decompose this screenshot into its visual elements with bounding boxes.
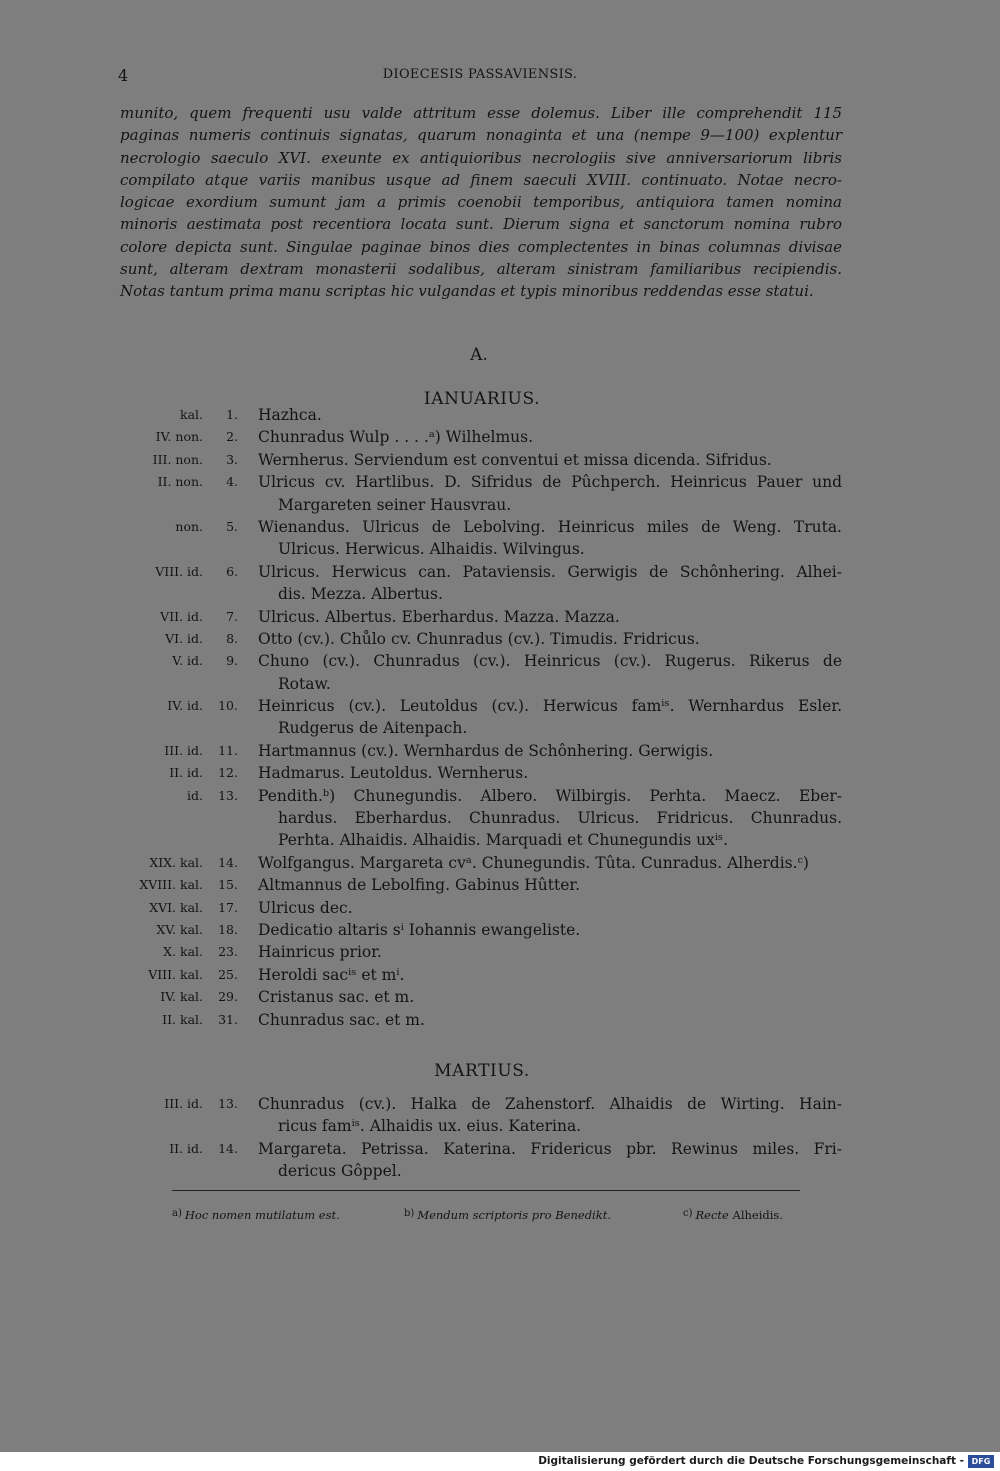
entry-names	[258, 1009, 842, 1031]
entry-names	[258, 762, 842, 784]
necrology-entry	[0, 897, 1000, 919]
dfg-logo: DFG	[968, 1455, 994, 1468]
entry-line: Hadmarus. Leutoldus. Wernherus.	[258, 764, 529, 783]
entry-line: Rudgerus de Aitenpach.	[278, 719, 468, 738]
entry-line: dis. Mezza. Albertus.	[278, 585, 443, 604]
necrology-entry	[0, 471, 1000, 516]
entry-line: Perhta. Alhaidis. Alhaidis. Marquadi et Chunegundis uxⁱˢ.	[278, 831, 729, 850]
necrology-entry	[0, 1009, 1000, 1031]
digitization-credit: Digitalisierung gefördert durch die Deutsche Forschungsgemeinschaft -	[538, 1455, 964, 1467]
roman-date: VIII. id.	[155, 563, 203, 579]
necrology-entry	[0, 628, 1000, 650]
intro-line: colore depicta sunt. Singulae paginae binos dies complectentes in binas columnas divisae	[120, 237, 842, 256]
entry-line: Margareta. Petrissa. Katerina. Fridericus pbr. Rewinus miles. Fri-	[258, 1139, 842, 1158]
entry-names	[258, 516, 842, 561]
roman-date: II. non.	[157, 474, 203, 490]
entry-line: Heroldi sacⁱˢ et mⁱ.	[258, 965, 405, 984]
footnote-c: c) Recte Alheidis.	[683, 1208, 783, 1222]
roman-date: X. kal.	[163, 944, 203, 960]
day-number: 14.	[218, 854, 238, 870]
necrology-entry	[0, 740, 1000, 762]
entry-line: Wernherus. Serviendum est conventui et missa dicenda. Sifridus.	[258, 450, 772, 469]
day-number: 17.	[218, 899, 238, 915]
necrology-entry	[0, 852, 1000, 874]
entry-names	[258, 606, 842, 628]
roman-date: III. non.	[152, 451, 203, 467]
entry-names	[258, 404, 842, 426]
day-number: 5.	[226, 518, 238, 534]
entry-line: Chuno (cv.). Chunradus (cv.). Heinricus (cv.). Rugerus. Rikerus de	[258, 652, 842, 671]
month-heading-martius: MARTIUS.	[434, 1061, 530, 1081]
entry-names	[258, 426, 842, 448]
necrology-entry	[0, 449, 1000, 471]
entry-names	[258, 919, 842, 941]
entry-names	[258, 695, 842, 740]
entry-line: Hazhca.	[258, 406, 322, 424]
day-number: 13.	[218, 1096, 238, 1111]
day-number: 13.	[218, 787, 238, 803]
digitization-credit-bar	[0, 1452, 1000, 1471]
entry-line: Altmannus de Lebolfing. Gabinus Hûtter.	[258, 876, 581, 895]
intro-paragraph	[120, 102, 842, 303]
day-number: 25.	[218, 966, 238, 982]
roman-date: XIX. kal.	[149, 854, 203, 870]
roman-date: IV. id.	[167, 698, 203, 714]
day-number: 18.	[218, 921, 238, 937]
entry-line: Wolfgangus. Margareta cvᵃ. Chunegundis. Tûta. Cunradus. Alherdis.ᶜ)	[258, 853, 809, 872]
entry-line: Ulricus. Herwicus can. Pataviensis. Gerwigis de Schônhering. Alhei-	[258, 562, 842, 581]
roman-date: XVI. kal.	[149, 899, 203, 915]
day-number: 3.	[226, 451, 238, 467]
necrology-entry	[0, 874, 1000, 896]
necrology-entry	[0, 516, 1000, 561]
day-number: 11.	[218, 742, 238, 758]
entry-names	[258, 1138, 842, 1183]
intro-line: munito, quem frequenti usu valde attritum esse dolemus. Liber ille comprehendit 115	[120, 104, 842, 122]
roman-date: XV. kal.	[156, 921, 203, 937]
entry-names	[258, 740, 842, 762]
entry-line: Ulricus cv. Hartlibus. D. Sifridus de Pûchperch. Heinricus Pauer und	[258, 473, 842, 492]
footnote-b: b) Mendum scriptoris pro Benedikt.	[404, 1208, 611, 1222]
entry-line: Ulricus. Herwicus. Alhaidis. Wilvingus.	[278, 540, 585, 559]
entry-names	[258, 471, 842, 516]
roman-date: XVIII. kal.	[139, 877, 203, 893]
necrology-entry	[0, 986, 1000, 1008]
entry-line: dericus Gôppel.	[278, 1162, 402, 1181]
intro-line: Notas tantum prima manu scriptas hic vulgandas et typis minoribus reddendas esse statui.	[120, 282, 814, 301]
entry-line: Heinricus (cv.). Leutoldus (cv.). Herwicus famⁱˢ. Wernhardus Esler.	[258, 697, 842, 716]
roman-date: IV. kal.	[160, 989, 203, 1005]
entry-names	[258, 650, 842, 695]
day-number: 7.	[226, 608, 238, 624]
entry-names	[258, 628, 842, 650]
roman-date: non.	[175, 518, 203, 534]
running-title: DIOECESIS PASSAVIENSIS.	[382, 67, 578, 82]
necrology-entry	[0, 695, 1000, 740]
necrology-entry	[0, 785, 1000, 852]
necrology-entry	[0, 941, 1000, 963]
entry-line: ricus famⁱˢ. Alhaidis ux. eius. Katerina.	[278, 1117, 582, 1136]
intro-line: sunt, alteram dextram monasterii sodalibus, alteram sinistram familiaribus recipiendis.	[120, 260, 842, 279]
entry-line: Hartmannus (cv.). Wernhardus de Schônhering. Gerwigis.	[258, 741, 714, 760]
page-number: 4	[118, 66, 129, 85]
roman-date: II. id.	[169, 1140, 203, 1156]
roman-date: IV. non.	[155, 429, 203, 445]
entry-names	[258, 852, 842, 874]
necrology-entry	[0, 426, 1000, 448]
footnote-a: a) Hoc nomen mutilatum est.	[172, 1208, 340, 1222]
entry-names	[258, 449, 842, 471]
necrology-entry	[0, 606, 1000, 628]
necrology-entry	[0, 404, 1000, 426]
entry-names	[258, 1093, 842, 1138]
necrology-entry	[0, 1138, 1000, 1183]
day-number: 2.	[226, 429, 238, 445]
roman-date: II. kal.	[162, 1011, 203, 1027]
entry-names	[258, 941, 842, 963]
roman-date: VII. id.	[160, 608, 203, 624]
necrology-entry	[0, 919, 1000, 941]
footnotes	[0, 1208, 1000, 1228]
entry-line: Chunradus sac. et m.	[258, 1010, 425, 1029]
roman-date: id.	[187, 787, 203, 803]
entry-line: Rotaw.	[278, 674, 331, 693]
day-number: 10.	[218, 698, 238, 714]
day-number: 12.	[218, 765, 238, 781]
necrology-entry	[0, 964, 1000, 986]
entry-line: Dedicatio altaris sⁱ Iohannis ewangeliste.	[258, 920, 581, 939]
day-number: 14.	[218, 1140, 238, 1156]
entry-names	[258, 561, 842, 606]
section-letter: A.	[470, 345, 488, 365]
entry-line: hardus. Eberhardus. Chunradus. Ulricus. Fridricus. Chunradus.	[278, 809, 842, 828]
roman-date: III. id.	[164, 742, 203, 758]
day-number: 4.	[226, 474, 238, 490]
intro-line: necrologio saeculo XVI. exeunte ex antiquioribus necrologiis sive anniversariorum libris	[120, 148, 842, 167]
day-number: 8.	[226, 630, 238, 646]
roman-date: VI. id.	[165, 630, 203, 646]
intro-line: paginas numeris continuis signatas, quarum nonaginta et una (nempe 9—100) explentur	[120, 126, 842, 145]
intro-line: minoris aestimata post recentiora locata sunt. Dierum signa et sanctorum nomina rubro	[120, 215, 842, 234]
roman-date: II. id.	[169, 765, 203, 781]
running-head	[118, 66, 842, 86]
roman-date: III. id.	[164, 1096, 203, 1111]
entry-names	[258, 986, 842, 1008]
roman-date: VIII. kal.	[148, 966, 203, 982]
entry-line: Margareten seiner Hausvrau.	[278, 495, 512, 514]
necrology-entry	[0, 650, 1000, 695]
day-number: 6.	[226, 563, 238, 579]
day-number: 31.	[218, 1011, 238, 1027]
roman-date: kal.	[180, 407, 203, 422]
day-number: 23.	[218, 944, 238, 960]
martius-entries	[0, 1093, 1000, 1183]
intro-line: compilato atque variis manibus usque ad finem saeculi XVIII. continuato. Notae necro-	[120, 170, 842, 189]
necrology-entry	[0, 1093, 1000, 1138]
entry-names	[258, 964, 842, 986]
entry-line: Cristanus sac. et m.	[258, 988, 415, 1007]
entry-line: Ulricus dec.	[258, 898, 353, 917]
day-number: 1.	[226, 407, 238, 422]
month-heading-ianuarius: IANUARIUS.	[423, 389, 541, 409]
intro-line: logicae exordium sumunt jam a primis coenobii temporibus, antiquiora tamen nomina	[120, 193, 842, 212]
ianuarius-entries	[0, 404, 1000, 1031]
entry-line: Ulricus. Albertus. Eberhardus. Mazza. Mazza.	[258, 607, 620, 626]
entry-line: Chunradus (cv.). Halka de Zahenstorf. Alhaidis de Wirting. Hain-	[258, 1095, 842, 1113]
day-number: 29.	[218, 989, 238, 1005]
entry-line: Chunradus Wulp . . . .ᵃ) Wilhelmus.	[258, 428, 534, 447]
entry-names	[258, 785, 842, 852]
entry-names	[258, 874, 842, 896]
entry-line: Hainricus prior.	[258, 943, 382, 962]
necrology-entry	[0, 762, 1000, 784]
entry-line: Otto (cv.). Chůlo cv. Chunradus (cv.). Timudis. Fridricus.	[258, 629, 700, 648]
day-number: 15.	[218, 877, 238, 893]
footnote-rule	[172, 1190, 800, 1191]
day-number: 9.	[226, 653, 238, 669]
entry-names	[258, 897, 842, 919]
entry-line: Wienandus. Ulricus de Lebolving. Heinricus miles de Weng. Truta.	[258, 517, 842, 536]
entry-line: Pendith.ᵇ) Chunegundis. Albero. Wilbirgis. Perhta. Maecz. Eber-	[258, 786, 842, 805]
necrology-entry	[0, 561, 1000, 606]
roman-date: V. id.	[172, 653, 203, 669]
